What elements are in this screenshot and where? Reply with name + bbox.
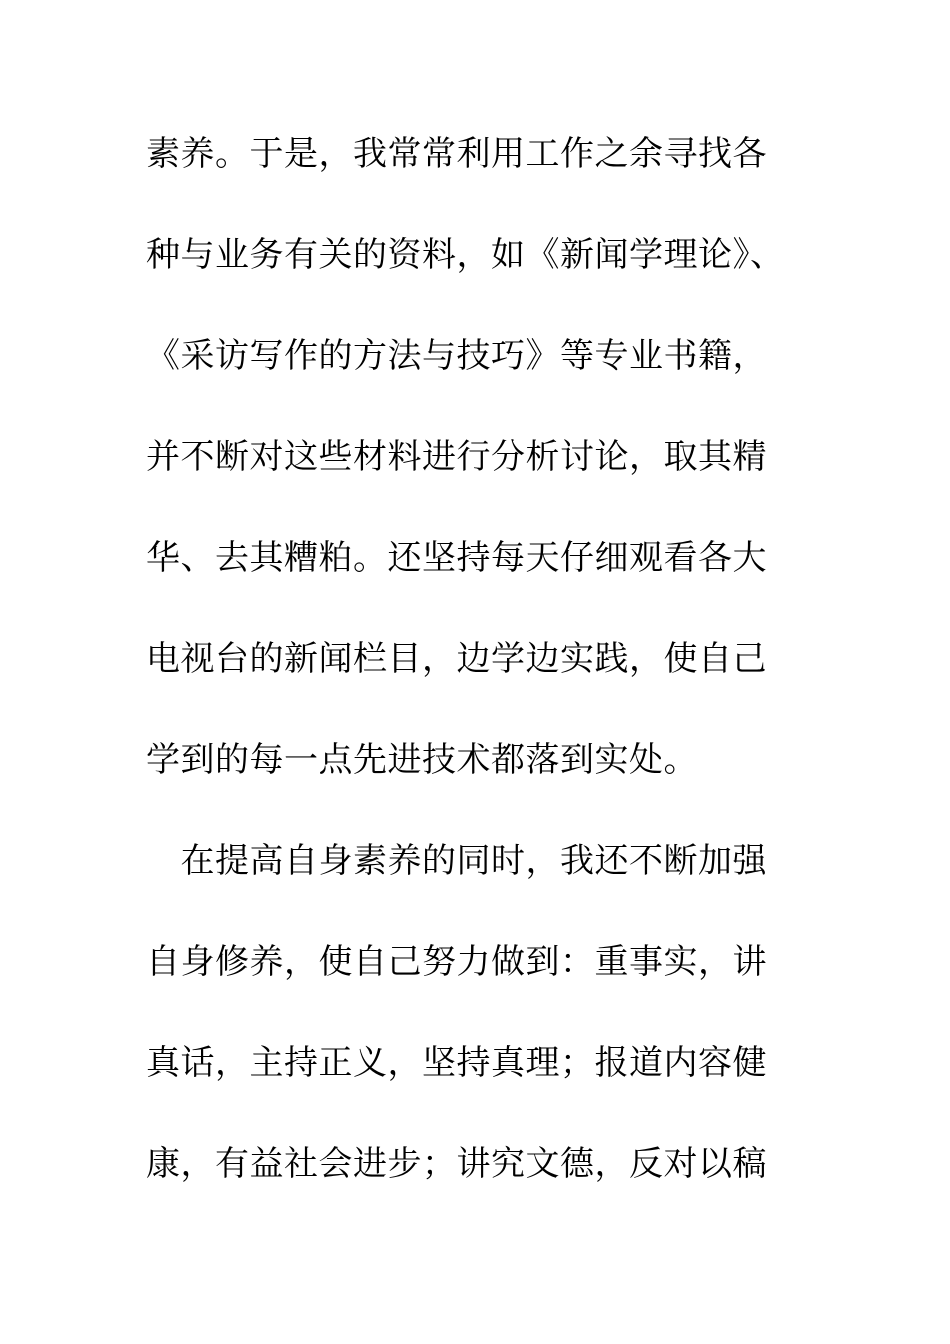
text-line: 并不断对这些材料进行分析讨论，取其精 xyxy=(146,437,767,477)
text-line: 电视台的新闻栏目，边学边实践，使自己 xyxy=(146,639,767,679)
text-line: 康，有益社会进步；讲究文德，反对以稿 xyxy=(146,1144,767,1184)
text-line: 种与业务有关的资料，如《新闻学理论》、 xyxy=(146,235,785,275)
text-line: 学到的每一点先进技术都落到实处。 xyxy=(146,740,698,780)
text-line: 真话，主持正义，坚持真理；报道内容健 xyxy=(146,1043,767,1083)
paragraph-start-line: 在提高自身素养的同时，我还不断加强 xyxy=(146,841,767,881)
text-line: 素养。于是，我常常利用工作之余寻找各 xyxy=(146,134,767,174)
text-line: 华、去其糟粕。还坚持每天仔细观看各大 xyxy=(146,538,767,578)
text-line: 《采访写作的方法与技巧》等专业书籍， xyxy=(146,336,767,376)
document-body xyxy=(146,124,826,1235)
text-line: 自身修养，使自己努力做到：重事实，讲 xyxy=(146,942,767,982)
